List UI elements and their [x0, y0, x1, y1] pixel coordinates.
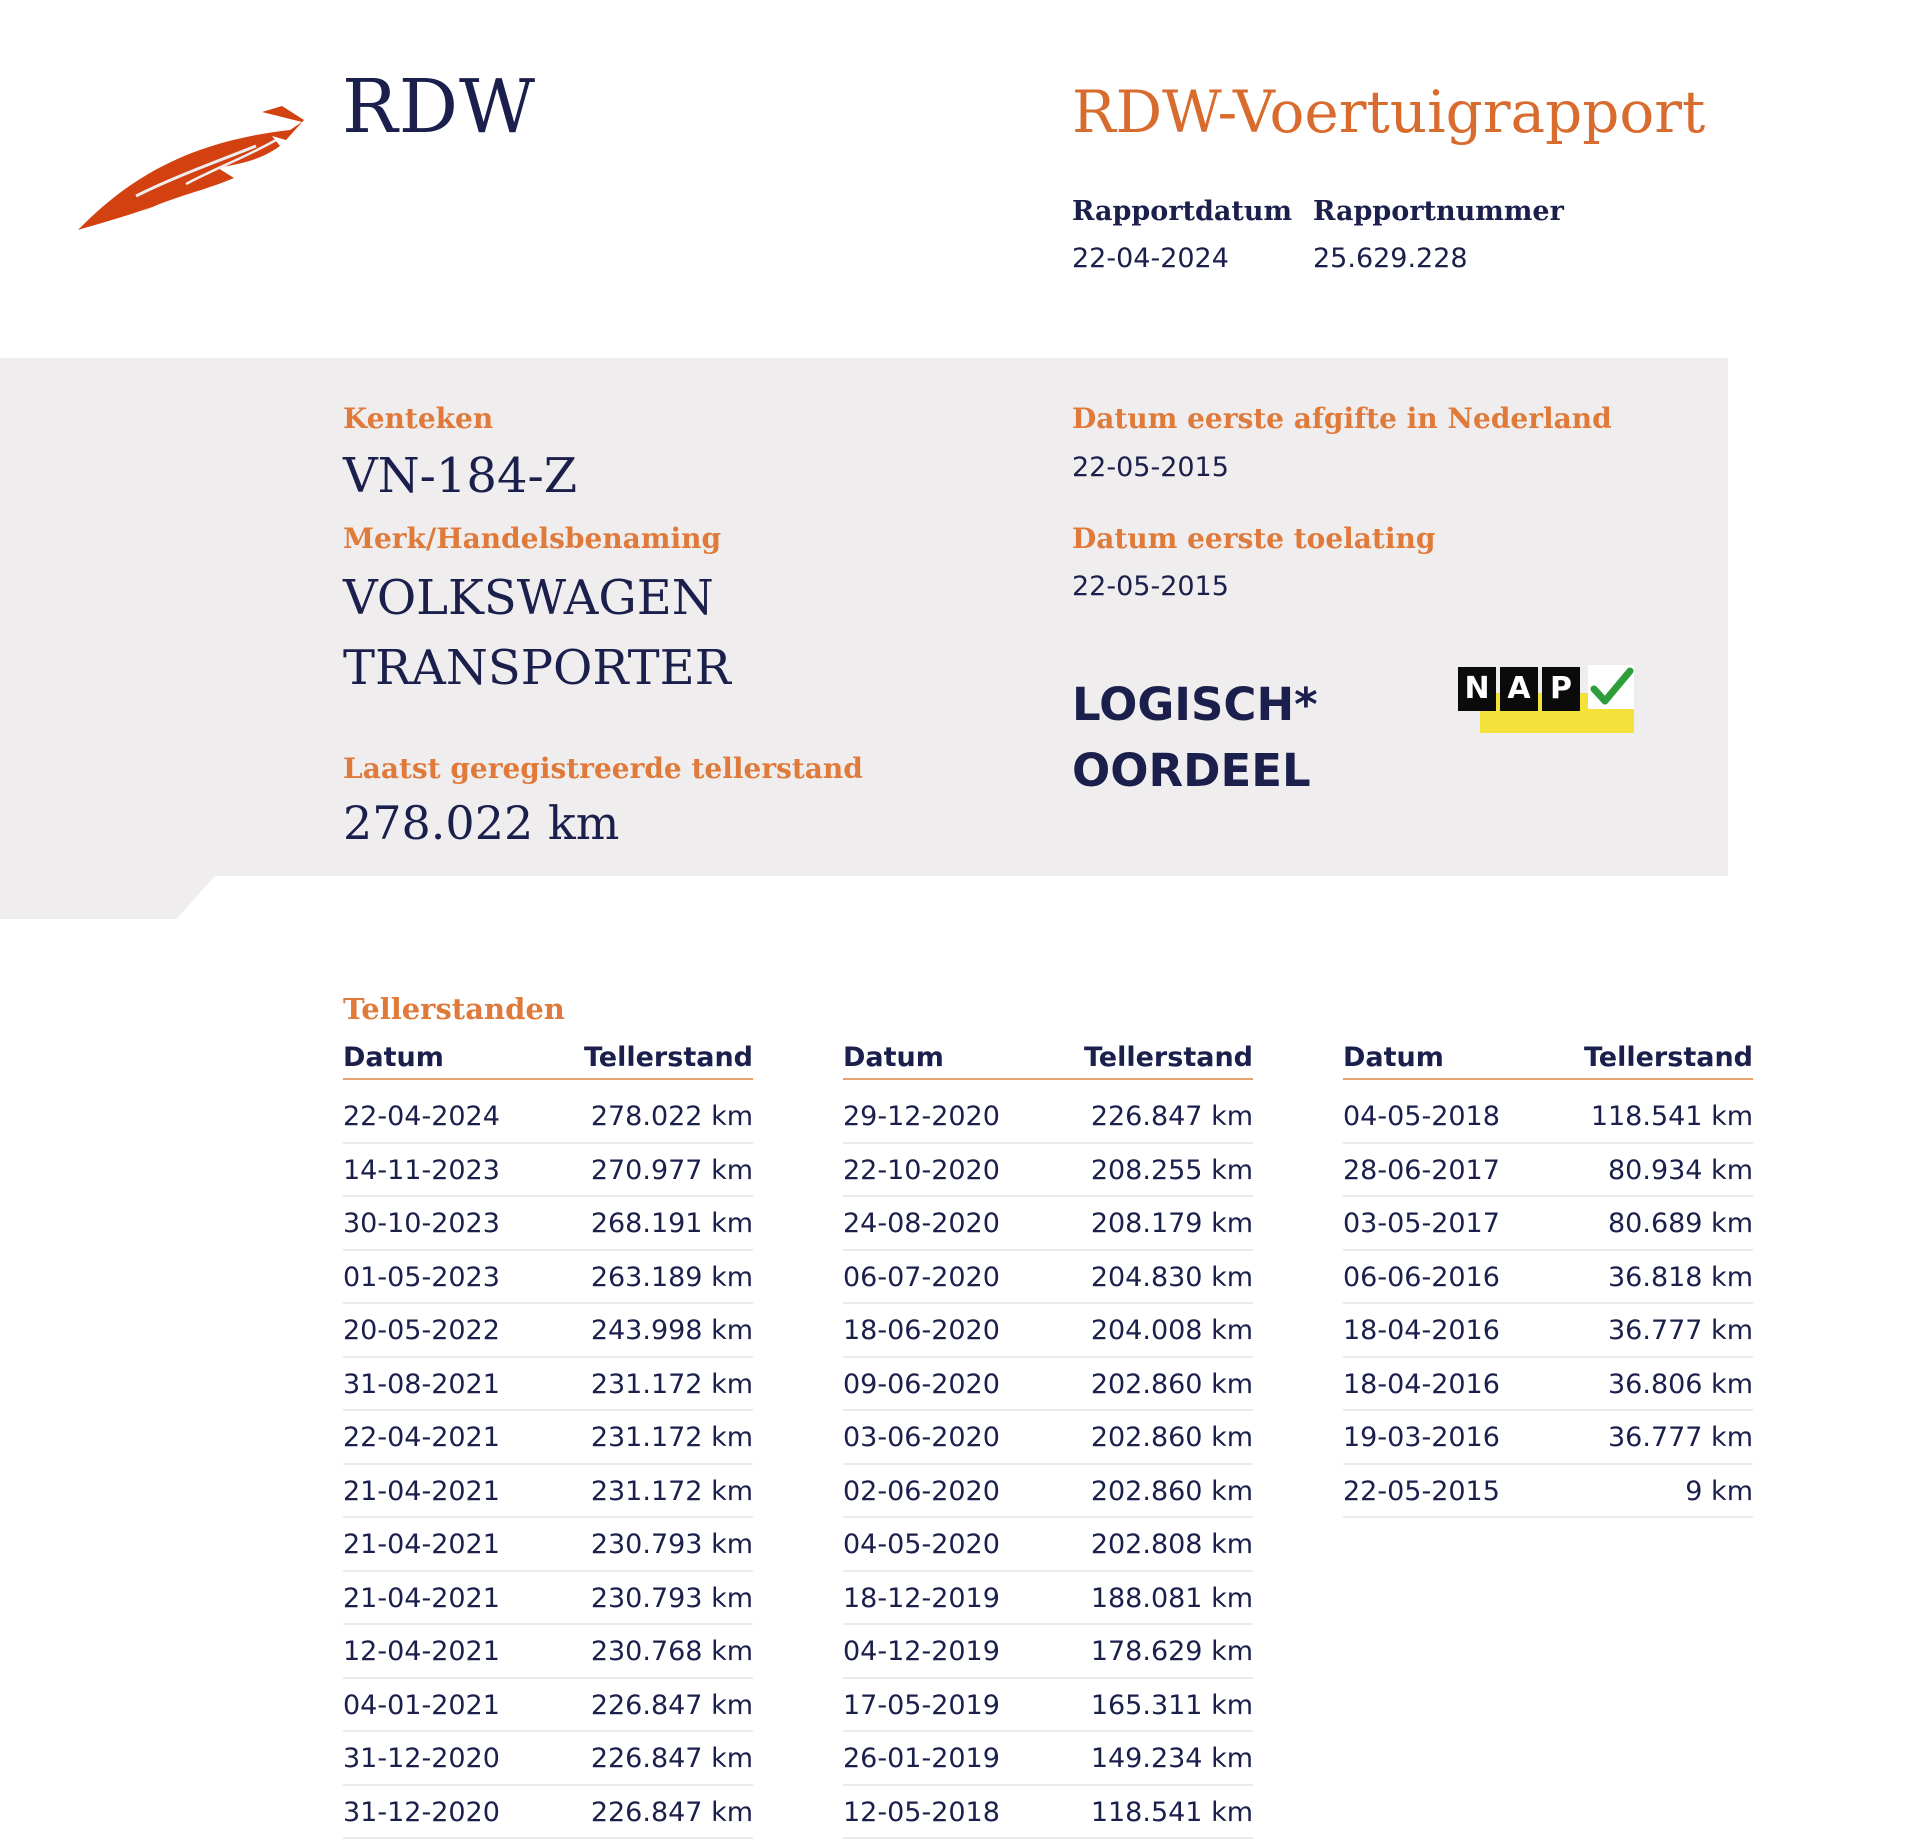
reading-value: 80.689 km [1608, 1208, 1753, 1239]
table-row [1343, 1090, 1753, 1144]
reading-value: 243.998 km [591, 1315, 753, 1346]
reading-value: 202.860 km [1091, 1369, 1253, 1400]
readings-column-1 [343, 1042, 753, 1839]
reading-value: 208.255 km [1091, 1155, 1253, 1186]
reading-date: 19-03-2016 [1343, 1422, 1500, 1453]
table-row [343, 1572, 753, 1626]
table-row [1343, 1411, 1753, 1465]
reading-date: 06-06-2016 [1343, 1262, 1500, 1293]
nap-letter-a: A [1500, 667, 1538, 711]
table-row [843, 1465, 1253, 1519]
reading-value: 36.806 km [1608, 1369, 1753, 1400]
reading-date: 30-10-2023 [343, 1208, 500, 1239]
reading-value: 230.793 km [591, 1529, 753, 1560]
reading-value: 270.977 km [591, 1155, 753, 1186]
rdw-logo-icon [76, 106, 306, 236]
reading-value: 231.172 km [591, 1422, 753, 1453]
reading-date: 04-05-2018 [1343, 1101, 1500, 1132]
report-number-label: Rapportnummer [1313, 196, 1564, 227]
value-header: Tellerstand [1584, 1042, 1753, 1073]
reading-date: 04-12-2019 [843, 1636, 1000, 1667]
reading-value: 118.541 km [1091, 1797, 1253, 1828]
report-number: 25.629.228 [1313, 243, 1468, 274]
reading-date: 12-05-2018 [843, 1797, 1000, 1828]
reading-value: 230.793 km [591, 1583, 753, 1614]
check-icon [1588, 665, 1634, 709]
table-row [1343, 1197, 1753, 1251]
reading-value: 9 km [1685, 1476, 1753, 1507]
reading-date: 26-01-2019 [843, 1743, 1000, 1774]
reading-date: 22-04-2021 [343, 1422, 500, 1453]
table-row [343, 1518, 753, 1572]
report-date-label: Rapportdatum [1072, 196, 1292, 227]
reading-value: 231.172 km [591, 1369, 753, 1400]
reading-value: 226.847 km [1091, 1101, 1253, 1132]
reading-date: 29-12-2020 [843, 1101, 1000, 1132]
readings-rows [843, 1090, 1253, 1839]
reading-date: 04-01-2021 [343, 1690, 500, 1721]
table-row [1343, 1358, 1753, 1412]
reading-date: 04-05-2020 [843, 1529, 1000, 1560]
reading-value: 202.860 km [1091, 1422, 1253, 1453]
table-row [843, 1251, 1253, 1305]
reading-date: 09-06-2020 [843, 1369, 1000, 1400]
table-row [843, 1625, 1253, 1679]
reading-value: 226.847 km [591, 1743, 753, 1774]
table-row [343, 1786, 753, 1839]
readings-column-3 [1343, 1042, 1753, 1518]
readings-rows [343, 1090, 753, 1839]
report-title: RDW-Voertuigrapport [1072, 78, 1705, 146]
table-row [343, 1625, 753, 1679]
nap-letter-p: P [1542, 667, 1580, 711]
reading-date: 21-04-2021 [343, 1583, 500, 1614]
table-row [343, 1197, 753, 1251]
nap-logo [1458, 665, 1636, 735]
reading-date: 18-06-2020 [843, 1315, 1000, 1346]
reading-date: 06-07-2020 [843, 1262, 1000, 1293]
table-row [843, 1786, 1253, 1839]
reading-value: 230.768 km [591, 1636, 753, 1667]
reading-date: 22-10-2020 [843, 1155, 1000, 1186]
make-line1: VOLKSWAGEN [343, 570, 714, 626]
readings-column-header [343, 1042, 753, 1080]
reading-value: 36.818 km [1608, 1262, 1753, 1293]
first-issue-nl-value: 22-05-2015 [1072, 452, 1229, 483]
date-header: Datum [343, 1042, 444, 1073]
reading-date: 12-04-2021 [343, 1636, 500, 1667]
reading-value: 178.629 km [1091, 1636, 1253, 1667]
table-row [843, 1144, 1253, 1198]
reading-date: 22-04-2024 [343, 1101, 500, 1132]
nap-verdict [1072, 672, 1472, 804]
reading-value: 118.541 km [1591, 1101, 1753, 1132]
odometer-label: Laatst geregistreerde tellerstand [343, 752, 863, 785]
reading-value: 36.777 km [1608, 1422, 1753, 1453]
reading-date: 01-05-2023 [343, 1262, 500, 1293]
reading-value: 263.189 km [591, 1262, 753, 1293]
reading-value: 208.179 km [1091, 1208, 1253, 1239]
table-row [843, 1304, 1253, 1358]
make-label: Merk/Handelsbenaming [343, 522, 721, 555]
reading-date: 18-04-2016 [1343, 1369, 1500, 1400]
reading-value: 204.830 km [1091, 1262, 1253, 1293]
table-row [1343, 1465, 1753, 1519]
reading-value: 149.234 km [1091, 1743, 1253, 1774]
reading-date: 17-05-2019 [843, 1690, 1000, 1721]
reading-date: 18-04-2016 [1343, 1315, 1500, 1346]
reading-value: 36.777 km [1608, 1315, 1753, 1346]
table-row [343, 1679, 753, 1733]
reading-date: 20-05-2022 [343, 1315, 500, 1346]
readings-title: Tellerstanden [343, 992, 565, 1026]
first-admission-label: Datum eerste toelating [1072, 522, 1435, 555]
reading-date: 21-04-2021 [343, 1476, 500, 1507]
table-row [843, 1679, 1253, 1733]
reading-date: 31-12-2020 [343, 1797, 500, 1828]
verdict-line2: OORDEEL [1072, 738, 1472, 804]
make-line2: TRANSPORTER [343, 640, 731, 696]
reading-date: 03-06-2020 [843, 1422, 1000, 1453]
table-row [843, 1090, 1253, 1144]
table-row [843, 1358, 1253, 1412]
table-row [343, 1732, 753, 1786]
table-row [843, 1732, 1253, 1786]
reading-date: 14-11-2023 [343, 1155, 500, 1186]
reading-value: 226.847 km [591, 1690, 753, 1721]
reading-date: 28-06-2017 [1343, 1155, 1500, 1186]
reading-date: 02-06-2020 [843, 1476, 1000, 1507]
table-row [343, 1465, 753, 1519]
table-row [1343, 1304, 1753, 1358]
table-row [1343, 1144, 1753, 1198]
date-header: Datum [1343, 1042, 1444, 1073]
table-row [343, 1144, 753, 1198]
reading-date: 24-08-2020 [843, 1208, 1000, 1239]
panel-tab-decoration [0, 876, 215, 919]
readings-rows [1343, 1090, 1753, 1518]
reading-value: 202.808 km [1091, 1529, 1253, 1560]
table-row [843, 1572, 1253, 1626]
reading-value: 231.172 km [591, 1476, 753, 1507]
first-issue-nl-label: Datum eerste afgifte in Nederland [1072, 402, 1612, 435]
reading-date: 03-05-2017 [1343, 1208, 1500, 1239]
reading-value: 202.860 km [1091, 1476, 1253, 1507]
reading-date: 31-08-2021 [343, 1369, 500, 1400]
nap-letter-n: N [1458, 667, 1496, 711]
reading-value: 268.191 km [591, 1208, 753, 1239]
table-row [343, 1358, 753, 1412]
value-header: Tellerstand [1084, 1042, 1253, 1073]
value-header: Tellerstand [584, 1042, 753, 1073]
table-row [343, 1090, 753, 1144]
date-header: Datum [843, 1042, 944, 1073]
table-row [343, 1304, 753, 1358]
reading-value: 80.934 km [1608, 1155, 1753, 1186]
table-row [343, 1411, 753, 1465]
reading-value: 188.081 km [1091, 1583, 1253, 1614]
verdict-line1: LOGISCH* [1072, 672, 1472, 738]
reading-value: 165.311 km [1091, 1690, 1253, 1721]
reading-value: 204.008 km [1091, 1315, 1253, 1346]
first-admission-value: 22-05-2015 [1072, 571, 1229, 602]
plate-label: Kenteken [343, 402, 493, 435]
table-row [343, 1251, 753, 1305]
reading-value: 226.847 km [591, 1797, 753, 1828]
readings-column-2 [843, 1042, 1253, 1839]
reading-date: 21-04-2021 [343, 1529, 500, 1560]
odometer-value: 278.022 km [343, 796, 619, 850]
reading-date: 31-12-2020 [343, 1743, 500, 1774]
report-date: 22-04-2024 [1072, 243, 1229, 274]
reading-date: 18-12-2019 [843, 1583, 1000, 1614]
table-row [843, 1411, 1253, 1465]
reading-value: 278.022 km [591, 1101, 753, 1132]
readings-column-header [843, 1042, 1253, 1080]
reading-date: 22-05-2015 [1343, 1476, 1500, 1507]
table-row [843, 1197, 1253, 1251]
brand-name: RDW [342, 64, 536, 150]
plate-value: VN-184-Z [343, 448, 577, 504]
table-row [1343, 1251, 1753, 1305]
readings-column-header [1343, 1042, 1753, 1080]
table-row [843, 1518, 1253, 1572]
